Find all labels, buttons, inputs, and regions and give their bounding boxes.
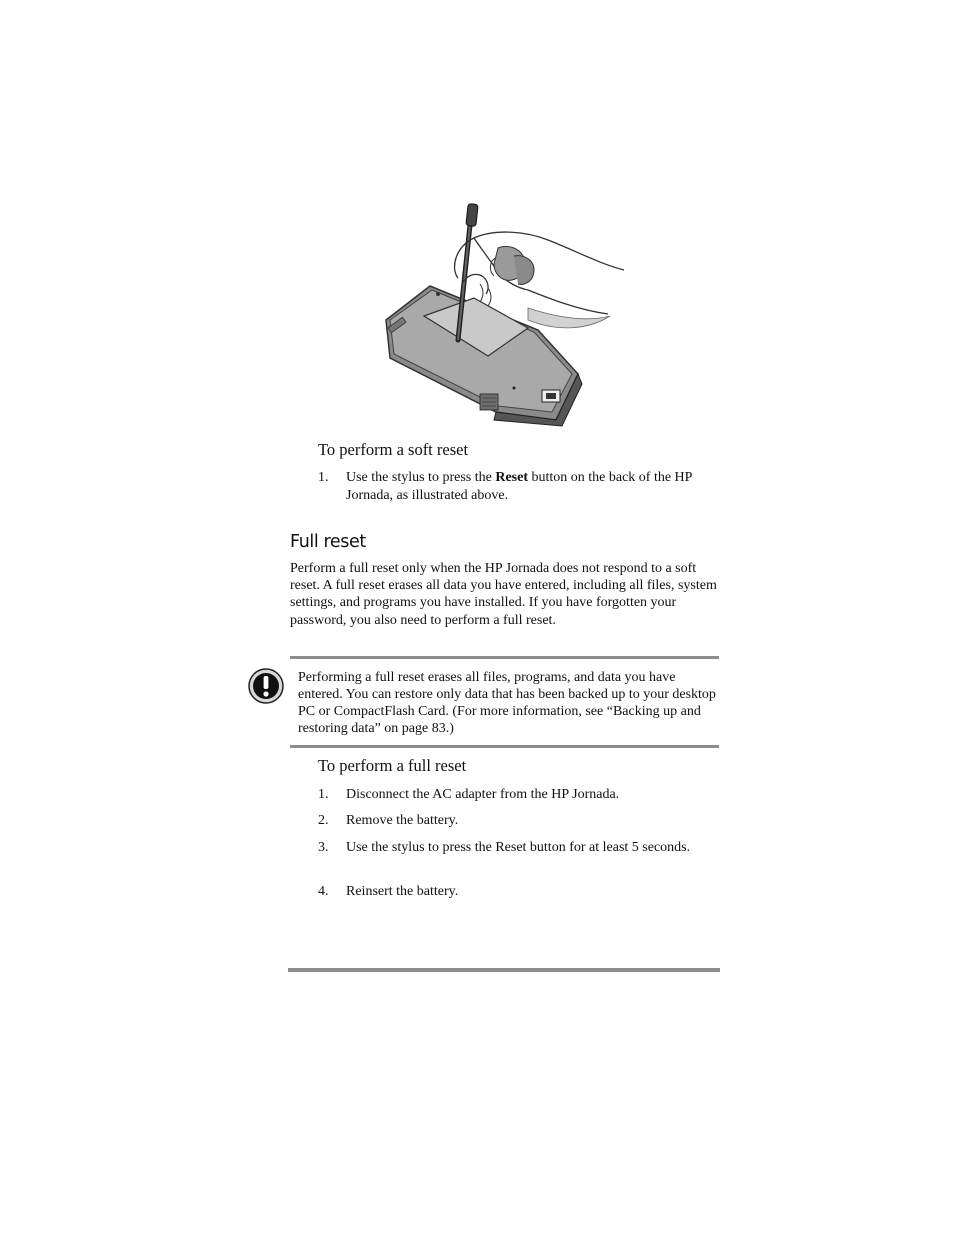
step-text: Remove the battery.: [346, 813, 459, 828]
hand-stylus-reset-illustration-icon: [378, 198, 630, 428]
reset-illustration: [378, 198, 630, 428]
section-heading-full-reset: Full reset: [290, 532, 366, 552]
step-text-bold: Reset: [495, 470, 528, 485]
step-text-end: button on the back of the HP Jornada, as illustrated above.: [346, 470, 692, 503]
soft-reset-procedure-title: To perform a soft reset: [318, 440, 469, 459]
step-text: Use the stylus to press the Reset button for at least 5 seconds.: [346, 840, 691, 855]
full-reset-step-4: [318, 883, 718, 901]
full-reset-procedure-title: To perform a full reset: [318, 756, 467, 775]
full-reset-step-1: [318, 786, 718, 804]
step-text: Disconnect the AC adapter from the HP Jornada.: [346, 787, 620, 802]
step-number: 3.: [318, 840, 329, 855]
caution-exclamation-icon: [248, 668, 284, 704]
step-text: Reinsert the battery.: [346, 884, 459, 899]
page-bottom-rule: [288, 968, 720, 972]
full-reset-step-2: [318, 812, 718, 830]
step-text: [346, 469, 718, 504]
step-number: 1.: [318, 470, 329, 485]
caution-bottom-rule: [290, 745, 719, 748]
soft-reset-step: [318, 469, 718, 504]
step-number: 1.: [318, 787, 329, 802]
full-reset-paragraph: Perform a full reset only when the HP Jornada does not respond to a soft reset. A full reset erases all data you have entered, including all files, system settings, and programs you have installed. If you have forgotten your password, you also need to perform a full reset.: [290, 561, 717, 628]
step-number: 2.: [318, 813, 329, 828]
full-reset-step-3: [318, 839, 718, 857]
step-number: 4.: [318, 884, 329, 899]
caution-top-rule: [290, 656, 719, 659]
caution-note-text: Performing a full reset erases all files, programs, and data you have entered. You can restore only data that has been backed up to your desktop PC or CompactFlash Card. (For more information, see “Backing up and restoring data” on page 83.): [298, 670, 716, 736]
step-text-start: Use the stylus to press the: [346, 470, 496, 485]
